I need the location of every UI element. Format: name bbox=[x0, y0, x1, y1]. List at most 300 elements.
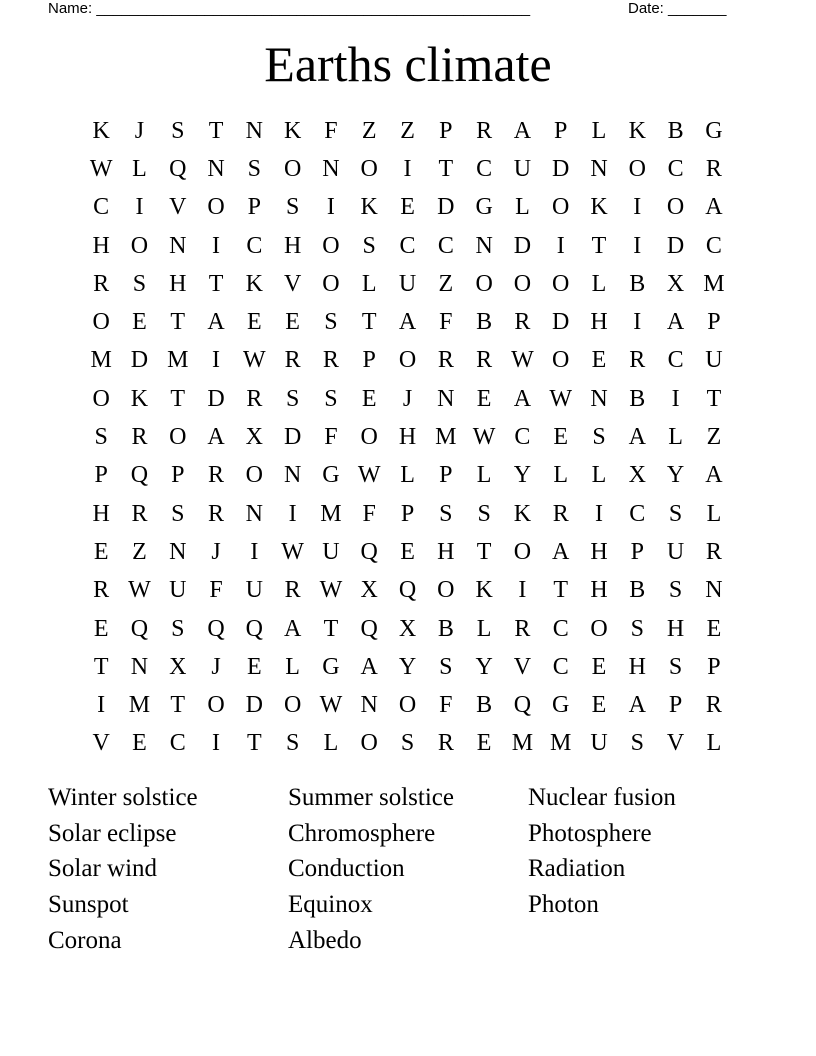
grid-letter: E bbox=[361, 385, 377, 412]
grid-letter: I bbox=[633, 194, 642, 221]
grid-letter: T bbox=[170, 309, 186, 336]
worksheet-header bbox=[48, 0, 748, 20]
grid-letter: L bbox=[476, 615, 492, 642]
grid-letter: L bbox=[591, 270, 607, 297]
grid-letter: U bbox=[169, 577, 187, 604]
grid-letter: W bbox=[472, 424, 496, 451]
grid-letter: P bbox=[668, 692, 683, 719]
grid-letter: N bbox=[245, 500, 263, 527]
grid-row bbox=[82, 303, 733, 341]
grid-letter: O bbox=[398, 347, 417, 374]
word-list-item: Summer solstice bbox=[288, 784, 454, 811]
grid-letter: S bbox=[630, 615, 644, 642]
grid-row bbox=[82, 150, 733, 188]
grid-letter: O bbox=[398, 692, 417, 719]
grid-letter: N bbox=[130, 653, 149, 680]
grid-letter: T bbox=[706, 385, 722, 412]
grid-letter: O bbox=[513, 538, 532, 565]
grid-letter: S bbox=[362, 232, 376, 259]
grid-letter: R bbox=[705, 538, 722, 565]
grid-letter: E bbox=[247, 653, 262, 680]
word-list-item: Chromosphere bbox=[288, 819, 436, 847]
grid-letter: O bbox=[283, 155, 302, 182]
grid-letter: X bbox=[398, 615, 417, 642]
grid-letter: O bbox=[552, 194, 570, 221]
grid-letter: C bbox=[169, 730, 186, 757]
word-list-item: Albedo bbox=[288, 926, 362, 954]
grid-letter: D bbox=[513, 232, 532, 259]
grid-letter: W bbox=[549, 385, 573, 412]
grid-letter: L bbox=[706, 500, 722, 527]
grid-letter: F bbox=[324, 424, 338, 451]
grid-letter: I bbox=[288, 500, 297, 527]
grid-letter: N bbox=[590, 385, 608, 412]
grid-letter: X bbox=[169, 653, 187, 680]
grid-letter: I bbox=[326, 194, 335, 221]
grid-letter: O bbox=[207, 194, 225, 221]
grid-letter: Y bbox=[398, 653, 417, 680]
grid-letter: O bbox=[666, 194, 685, 221]
grid-letter: O bbox=[628, 155, 646, 182]
grid-letter: O bbox=[590, 615, 608, 642]
grid-letter: P bbox=[94, 462, 108, 489]
grid-letter: Q bbox=[360, 615, 378, 642]
grid-letter: N bbox=[207, 155, 225, 182]
grid-letter: W bbox=[281, 538, 304, 565]
grid-letter: J bbox=[211, 653, 221, 680]
grid-letter: O bbox=[245, 462, 263, 489]
grid-letter: P bbox=[707, 653, 721, 680]
word-search-grid bbox=[82, 112, 733, 763]
grid-letter: O bbox=[552, 347, 570, 374]
grid-row bbox=[82, 457, 733, 495]
grid-letter: P bbox=[554, 117, 568, 144]
grid-letter: N bbox=[169, 538, 187, 565]
grid-letter: M bbox=[167, 347, 189, 374]
grid-letter: B bbox=[629, 577, 646, 604]
grid-letter: V bbox=[666, 730, 685, 757]
grid-letter: E bbox=[132, 309, 147, 336]
grid-letter: W bbox=[319, 692, 343, 719]
date-field-label: Date: _______ bbox=[628, 0, 727, 17]
grid-letter: M bbox=[550, 730, 572, 757]
grid-letter: P bbox=[439, 117, 453, 144]
grid-letter: E bbox=[591, 653, 607, 680]
grid-letter: A bbox=[283, 615, 302, 642]
grid-letter: R bbox=[246, 385, 263, 412]
grid-letter: K bbox=[475, 577, 493, 604]
grid-letter: X bbox=[628, 462, 646, 489]
grid-letter: L bbox=[476, 462, 492, 489]
grid-letter: V bbox=[92, 730, 110, 757]
grid-letter: C bbox=[437, 232, 454, 259]
grid-letter: O bbox=[552, 270, 570, 297]
grid-letter: T bbox=[208, 270, 224, 297]
grid-letter: E bbox=[247, 309, 262, 336]
grid-letter: E bbox=[476, 730, 492, 757]
grid-letter: B bbox=[629, 385, 646, 412]
grid-letter: O bbox=[169, 424, 187, 451]
grid-letter: Z bbox=[706, 424, 722, 451]
grid-letter: O bbox=[283, 692, 302, 719]
grid-letter: W bbox=[89, 155, 113, 182]
grid-letter: G bbox=[322, 653, 340, 680]
grid-letter: H bbox=[437, 538, 455, 565]
grid-letter: L bbox=[285, 653, 300, 680]
grid-letter: T bbox=[553, 577, 569, 604]
grid-letter: S bbox=[324, 385, 338, 412]
grid-letter: Z bbox=[361, 117, 377, 144]
grid-letter: A bbox=[705, 462, 723, 489]
word-list-item: Radiation bbox=[528, 855, 626, 883]
grid-letter: T bbox=[438, 155, 454, 182]
grid-letter: Q bbox=[207, 615, 225, 642]
grid-letter: G bbox=[322, 462, 340, 489]
grid-letter: S bbox=[400, 730, 415, 757]
word-list-item: Photosphere bbox=[528, 819, 652, 847]
grid-row bbox=[82, 342, 733, 380]
grid-letter: I bbox=[556, 232, 565, 259]
grid-letter: I bbox=[212, 232, 221, 259]
grid-letter: T bbox=[361, 309, 377, 336]
grid-letter: Y bbox=[475, 653, 493, 680]
grid-letter: N bbox=[475, 232, 493, 259]
grid-letter: V bbox=[513, 653, 532, 680]
grid-letter: K bbox=[360, 194, 378, 221]
grid-letter: V bbox=[169, 194, 187, 221]
grid-letter: A bbox=[628, 692, 646, 719]
grid-letter: B bbox=[476, 692, 493, 719]
word-list-item: Photon bbox=[528, 891, 599, 919]
grid-letter: L bbox=[553, 462, 569, 489]
grid-letter: I bbox=[250, 538, 259, 565]
grid-letter: I bbox=[518, 577, 527, 604]
grid-letter: U bbox=[590, 730, 608, 757]
word-list-item: Winter solstice bbox=[48, 784, 198, 811]
grid-letter: R bbox=[93, 577, 110, 604]
word-list bbox=[48, 780, 768, 959]
grid-letter: R bbox=[208, 500, 225, 527]
grid-letter: C bbox=[399, 232, 416, 259]
grid-letter: S bbox=[439, 500, 453, 527]
grid-letter: A bbox=[207, 309, 225, 336]
grid-letter: U bbox=[705, 347, 723, 374]
grid-letter: A bbox=[552, 538, 570, 565]
grid-letter: D bbox=[437, 194, 455, 221]
grid-letter: R bbox=[476, 117, 493, 144]
grid-letter: G bbox=[705, 117, 723, 144]
grid-letter: R bbox=[629, 347, 646, 374]
grid-letter: C bbox=[246, 232, 263, 259]
grid-letter: S bbox=[630, 730, 644, 757]
grid-letter: R bbox=[705, 155, 722, 182]
grid-letter: L bbox=[400, 462, 415, 489]
grid-letter: H bbox=[92, 232, 110, 259]
grid-letter: B bbox=[476, 309, 493, 336]
grid-letter: I bbox=[671, 385, 680, 412]
grid-letter: A bbox=[207, 424, 225, 451]
grid-letter: T bbox=[93, 653, 109, 680]
grid-letter: O bbox=[92, 309, 110, 336]
grid-letter: G bbox=[552, 692, 570, 719]
grid-letter: E bbox=[285, 309, 300, 336]
grid-letter: R bbox=[208, 462, 225, 489]
grid-row bbox=[82, 495, 733, 533]
grid-letter: L bbox=[591, 117, 607, 144]
grid-row bbox=[82, 227, 733, 265]
grid-letter: A bbox=[666, 309, 685, 336]
grid-letter: O bbox=[92, 385, 110, 412]
grid-letter: O bbox=[360, 424, 378, 451]
word-list-item: Solar wind bbox=[48, 855, 158, 883]
grid-letter: Y bbox=[666, 462, 685, 489]
word-list-item: Corona bbox=[48, 926, 122, 954]
grid-row bbox=[82, 189, 733, 227]
grid-letter: X bbox=[666, 270, 685, 297]
grid-letter: S bbox=[477, 500, 491, 527]
grid-letter: R bbox=[514, 309, 531, 336]
grid-letter: L bbox=[706, 730, 722, 757]
grid-letter: T bbox=[476, 538, 492, 565]
grid-letter: R bbox=[131, 500, 148, 527]
grid-letter: C bbox=[667, 347, 684, 374]
grid-letter: R bbox=[705, 692, 722, 719]
grid-letter: W bbox=[319, 577, 343, 604]
grid-letter: C bbox=[629, 500, 646, 527]
grid-letter: C bbox=[476, 155, 493, 182]
grid-letter: Z bbox=[400, 117, 415, 144]
grid-letter: D bbox=[552, 309, 570, 336]
grid-letter: O bbox=[360, 155, 378, 182]
grid-letter: S bbox=[668, 577, 683, 604]
grid-letter: K bbox=[628, 117, 646, 144]
grid-letter: C bbox=[514, 424, 531, 451]
grid-letter: P bbox=[630, 538, 644, 565]
grid-letter: S bbox=[171, 615, 185, 642]
grid-letter: P bbox=[400, 500, 415, 527]
grid-letter: F bbox=[439, 692, 453, 719]
grid-letter: M bbox=[511, 730, 534, 757]
grid-letter: H bbox=[590, 309, 608, 336]
grid-letter: H bbox=[92, 500, 110, 527]
grid-letter: G bbox=[475, 194, 493, 221]
grid-letter: S bbox=[285, 385, 300, 412]
grid-letter: V bbox=[283, 270, 302, 297]
grid-letter: M bbox=[320, 500, 342, 527]
grid-letter: P bbox=[171, 462, 185, 489]
grid-letter: O bbox=[360, 730, 378, 757]
grid-letter: L bbox=[515, 194, 530, 221]
grid-letter: E bbox=[400, 538, 415, 565]
grid-letter: N bbox=[590, 155, 608, 182]
grid-letter: T bbox=[208, 117, 224, 144]
grid-letter: I bbox=[212, 347, 221, 374]
grid-letter: Q bbox=[130, 462, 149, 489]
grid-letter: S bbox=[285, 730, 300, 757]
grid-letter: A bbox=[705, 194, 723, 221]
grid-letter: Y bbox=[513, 462, 532, 489]
grid-row bbox=[82, 265, 733, 303]
grid-letter: W bbox=[243, 347, 266, 374]
grid-letter: I bbox=[633, 232, 642, 259]
grid-letter: U bbox=[513, 155, 532, 182]
grid-letter: R bbox=[437, 347, 454, 374]
grid-letter: D bbox=[245, 692, 263, 719]
grid-letter: B bbox=[667, 117, 684, 144]
grid-row bbox=[82, 725, 733, 763]
grid-letter: E bbox=[706, 615, 722, 642]
grid-letter: I bbox=[212, 730, 221, 757]
grid-letter: I bbox=[633, 309, 642, 336]
grid-letter: N bbox=[705, 577, 723, 604]
grid-letter: Q bbox=[398, 577, 417, 604]
grid-letter: I bbox=[595, 500, 603, 527]
grid-letter: Q bbox=[360, 538, 378, 565]
grid-letter: U bbox=[245, 577, 263, 604]
grid-letter: M bbox=[435, 424, 457, 451]
grid-letter: S bbox=[439, 653, 453, 680]
grid-letter: E bbox=[132, 730, 147, 757]
grid-letter: H bbox=[666, 615, 685, 642]
grid-letter: E bbox=[476, 385, 492, 412]
grid-letter: A bbox=[513, 385, 532, 412]
grid-letter: C bbox=[93, 194, 110, 221]
grid-letter: H bbox=[590, 538, 608, 565]
grid-letter: Q bbox=[130, 615, 149, 642]
grid-letter: N bbox=[245, 117, 263, 144]
grid-letter: R bbox=[284, 577, 301, 604]
grid-letter: M bbox=[703, 270, 725, 297]
grid-letter: N bbox=[322, 155, 340, 182]
grid-row bbox=[82, 418, 733, 456]
grid-letter: L bbox=[132, 155, 147, 182]
grid-letter: I bbox=[135, 194, 144, 221]
grid-letter: A bbox=[398, 309, 417, 336]
grid-letter: A bbox=[513, 117, 532, 144]
grid-letter: W bbox=[128, 577, 151, 604]
grid-letter: U bbox=[322, 538, 340, 565]
grid-letter: K bbox=[130, 385, 149, 412]
grid-letter: S bbox=[171, 500, 185, 527]
grid-letter: R bbox=[284, 347, 301, 374]
word-list-item: Conduction bbox=[288, 855, 405, 883]
grid-letter: D bbox=[666, 232, 685, 259]
grid-letter: R bbox=[552, 500, 569, 527]
page-title: Earths climate bbox=[264, 36, 552, 92]
grid-letter: R bbox=[476, 347, 493, 374]
grid-letter: H bbox=[628, 653, 646, 680]
grid-letter: L bbox=[361, 270, 377, 297]
grid-letter: I bbox=[403, 155, 412, 182]
grid-letter: Z bbox=[132, 538, 147, 565]
grid-letter: H bbox=[398, 424, 417, 451]
grid-letter: T bbox=[247, 730, 262, 757]
grid-row bbox=[82, 648, 733, 686]
grid-letter: C bbox=[552, 615, 569, 642]
grid-letter: J bbox=[134, 117, 145, 144]
grid-letter: U bbox=[666, 538, 685, 565]
grid-letter: W bbox=[511, 347, 534, 374]
grid-letter: F bbox=[209, 577, 223, 604]
grid-letter: B bbox=[629, 270, 646, 297]
grid-letter: R bbox=[437, 730, 454, 757]
grid-letter: K bbox=[283, 117, 302, 144]
grid-row bbox=[82, 380, 733, 418]
grid-letter: M bbox=[128, 692, 151, 719]
grid-letter: C bbox=[705, 232, 722, 259]
grid-letter: N bbox=[283, 462, 302, 489]
grid-letter: X bbox=[245, 424, 263, 451]
grid-letter: W bbox=[357, 462, 381, 489]
grid-letter: O bbox=[322, 232, 340, 259]
grid-letter: N bbox=[437, 385, 455, 412]
grid-letter: O bbox=[475, 270, 493, 297]
grid-letter: R bbox=[322, 347, 339, 374]
grid-letter: O bbox=[437, 577, 455, 604]
grid-row bbox=[82, 572, 733, 610]
grid-letter: O bbox=[207, 692, 225, 719]
grid-letter: E bbox=[591, 347, 607, 374]
grid-letter: P bbox=[707, 309, 721, 336]
grid-letter: S bbox=[668, 500, 683, 527]
grid-letter: E bbox=[93, 538, 109, 565]
grid-letter: X bbox=[360, 577, 378, 604]
grid-letter: K bbox=[590, 194, 608, 221]
grid-letter: L bbox=[668, 424, 683, 451]
grid-letter: H bbox=[590, 577, 608, 604]
grid-letter: D bbox=[552, 155, 570, 182]
grid-letter: U bbox=[398, 270, 417, 297]
word-list-item: Nuclear fusion bbox=[528, 784, 676, 811]
grid-letter: K bbox=[513, 500, 532, 527]
grid-letter: Q bbox=[169, 155, 187, 182]
grid-letter: J bbox=[211, 538, 221, 565]
grid-letter: T bbox=[170, 692, 186, 719]
grid-letter: S bbox=[247, 155, 262, 182]
grid-letter: T bbox=[591, 232, 607, 259]
grid-letter: T bbox=[323, 615, 339, 642]
grid-letter: M bbox=[90, 347, 112, 374]
grid-row bbox=[82, 686, 733, 724]
grid-letter: O bbox=[130, 232, 149, 259]
grid-letter: C bbox=[667, 155, 684, 182]
grid-letter: A bbox=[360, 653, 378, 680]
grid-letter: F bbox=[362, 500, 376, 527]
grid-letter: S bbox=[592, 424, 606, 451]
grid-letter: K bbox=[92, 117, 110, 144]
grid-letter: S bbox=[668, 653, 683, 680]
grid-letter: O bbox=[322, 270, 340, 297]
grid-letter: R bbox=[131, 424, 148, 451]
grid-letter: S bbox=[132, 270, 147, 297]
grid-letter: N bbox=[360, 692, 378, 719]
grid-letter: Q bbox=[513, 692, 532, 719]
grid-letter: N bbox=[169, 232, 187, 259]
grid-letter: J bbox=[402, 385, 413, 412]
grid-letter: E bbox=[591, 692, 607, 719]
grid-letter: D bbox=[207, 385, 225, 412]
grid-letter: S bbox=[94, 424, 108, 451]
name-field-label: Name: ____________________________________________________ bbox=[48, 0, 531, 17]
grid-letter: H bbox=[169, 270, 187, 297]
grid-letter: T bbox=[170, 385, 186, 412]
grid-row bbox=[82, 610, 733, 648]
word-list-item: Sunspot bbox=[48, 891, 129, 919]
grid-letter: P bbox=[247, 194, 262, 221]
grid-letter: S bbox=[285, 194, 300, 221]
word-list-item: Solar eclipse bbox=[48, 819, 177, 847]
grid-letter: F bbox=[324, 117, 338, 144]
